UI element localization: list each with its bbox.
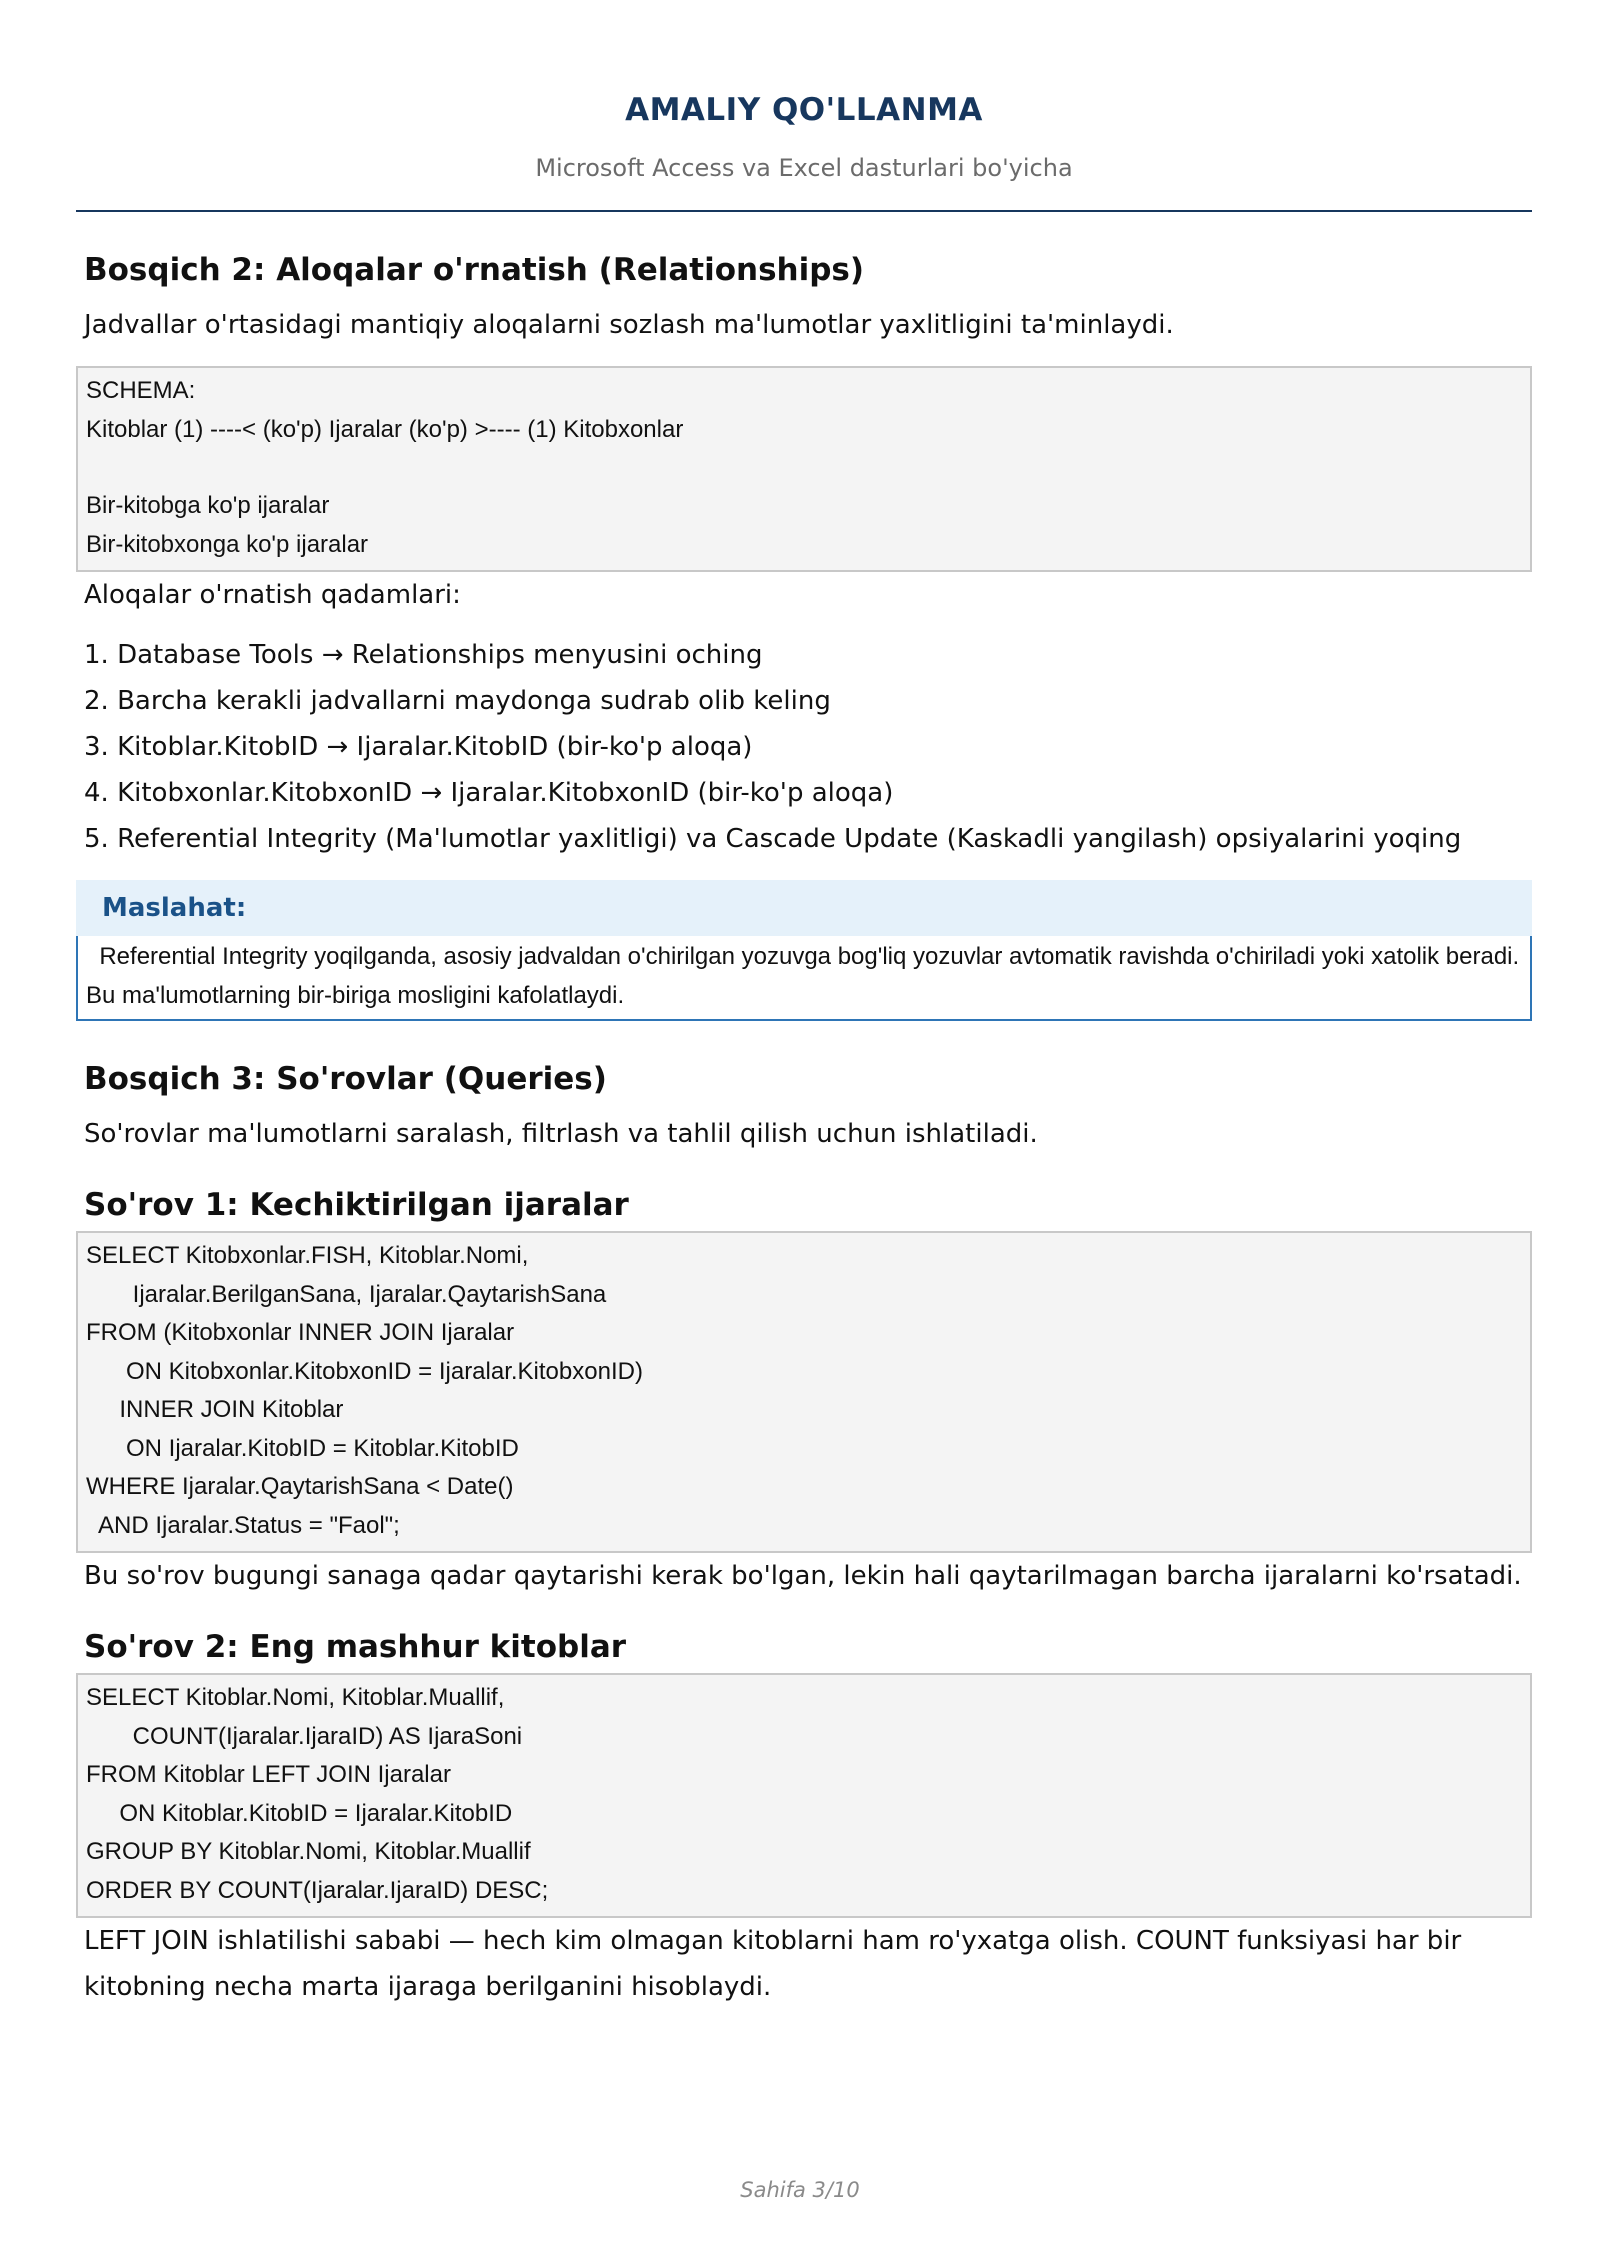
code-line: FROM (Kitobxonlar INNER JOIN Ijaralar	[86, 1319, 515, 1346]
steps-intro: Aloqalar o'rnatish qadamlari:	[84, 580, 461, 610]
step-item: 5. Referential Integrity (Ma'lumotlar yaxlitligi) va Cascade Update (Kaskadli yangilash) opsiyalarini yoqing	[84, 824, 1462, 854]
code-line: SELECT Kitoblar.Nomi, Kitoblar.Muallif,	[86, 1684, 505, 1711]
code-line: WHERE Ijaralar.QaytarishSana < Date()	[86, 1473, 514, 1500]
document-subtitle: Microsoft Access va Excel dasturlari bo'yicha	[535, 154, 1073, 182]
step-item: 4. Kitobxonlar.KitobxonID → Ijaralar.KitobxonID (bir-ko'p aloqa)	[84, 778, 894, 808]
header-divider	[76, 210, 1532, 212]
step-item: 2. Barcha kerakli jadvallarni maydonga sudrab olib keling	[84, 686, 831, 716]
document-page	[76, 0, 1532, 2010]
code-line: COUNT(Ijaralar.IjaraID) AS IjaraSoni	[86, 1722, 523, 1750]
schema-line	[86, 449, 1522, 487]
schema-line: SCHEMA:	[86, 377, 196, 404]
step3-heading: Bosqich 3: So'rovlar (Queries)	[84, 1061, 607, 1097]
schema-line: Bir-kitobga ko'p ijaralar	[86, 492, 330, 519]
schema-line: Kitoblar (1) ----< (ko'p) Ijaralar (ko'p) >---- (1) Kitobxonlar	[86, 415, 684, 443]
query2-explanation: LEFT JOIN ishlatilishi sababi — hech kim olmagan kitoblarni ham ro'yxatga olish. COUNT funksiyasi har bir kitobning necha marta ijaraga berilganini hisoblaydi.	[84, 1926, 1462, 2002]
page-number: Sahifa 3/10	[740, 2178, 860, 2202]
query2-heading: So'rov 2: Eng mashhur kitoblar	[84, 1629, 627, 1665]
query1-code-box	[76, 1231, 1532, 1553]
document-title: AMALIY QO'LLANMA	[625, 92, 983, 128]
code-line: ORDER BY COUNT(Ijaralar.IjaraID) DESC;	[86, 1876, 549, 1904]
code-line: ON Kitobxonlar.KitobxonID = Ijaralar.KitobxonID)	[86, 1357, 643, 1385]
tip-callout	[76, 880, 1532, 1021]
step-item: 3. Kitoblar.KitobID → Ijaralar.KitobID (bir-ko'p aloqa)	[84, 732, 753, 762]
tip-body: Referential Integrity yoqilganda, asosiy jadvaldan o'chirilgan yozuvga bog'liq yozuvlar avtomatik ravishda o'chiriladi yoki xatolik beradi. Bu ma'lumotlarning bir-biriga mosligini kafolatlaydi.	[76, 936, 1532, 1021]
code-line: SELECT Kitobxonlar.FISH, Kitoblar.Nomi,	[86, 1242, 529, 1269]
schema-line: Bir-kitobxonga ko'p ijaralar	[86, 530, 369, 558]
step2-heading: Bosqich 2: Aloqalar o'rnatish (Relationships)	[84, 252, 865, 288]
code-line: GROUP BY Kitoblar.Nomi, Kitoblar.Muallif	[86, 1838, 531, 1865]
code-line: ON Ijaralar.KitobID = Kitoblar.KitobID	[86, 1434, 519, 1462]
query1-explanation: Bu so'rov bugungi sanaga qadar qaytarishi kerak bo'lgan, lekin hali qaytarilmagan barcha ijaralarni ko'rsatadi.	[84, 1561, 1522, 1591]
step3-intro: So'rovlar ma'lumotlarni saralash, filtrlash va tahlil qilish uchun ishlatiladi.	[84, 1119, 1038, 1149]
document-header	[76, 0, 1532, 212]
query1-heading: So'rov 1: Kechiktirilgan ijaralar	[84, 1187, 629, 1223]
code-line: ON Kitoblar.KitobID = Ijaralar.KitobID	[86, 1799, 513, 1827]
code-line: AND Ijaralar.Status = "Faol";	[86, 1511, 400, 1539]
step-item: 1. Database Tools → Relationships menyusini oching	[84, 640, 763, 670]
document-body	[76, 252, 1532, 2010]
code-line: Ijaralar.BerilganSana, Ijaralar.QaytarishSana	[86, 1280, 607, 1308]
tip-title: Maslahat:	[76, 880, 1532, 936]
query2-code-box	[76, 1673, 1532, 1918]
code-line: FROM Kitoblar LEFT JOIN Ijaralar	[86, 1761, 451, 1788]
schema-box	[76, 366, 1532, 572]
code-line: INNER JOIN Kitoblar	[86, 1396, 344, 1423]
step2-intro: Jadvallar o'rtasidagi mantiqiy aloqalarni sozlash ma'lumotlar yaxlitligini ta'minlaydi.	[84, 310, 1174, 340]
steps-list	[84, 632, 1524, 862]
